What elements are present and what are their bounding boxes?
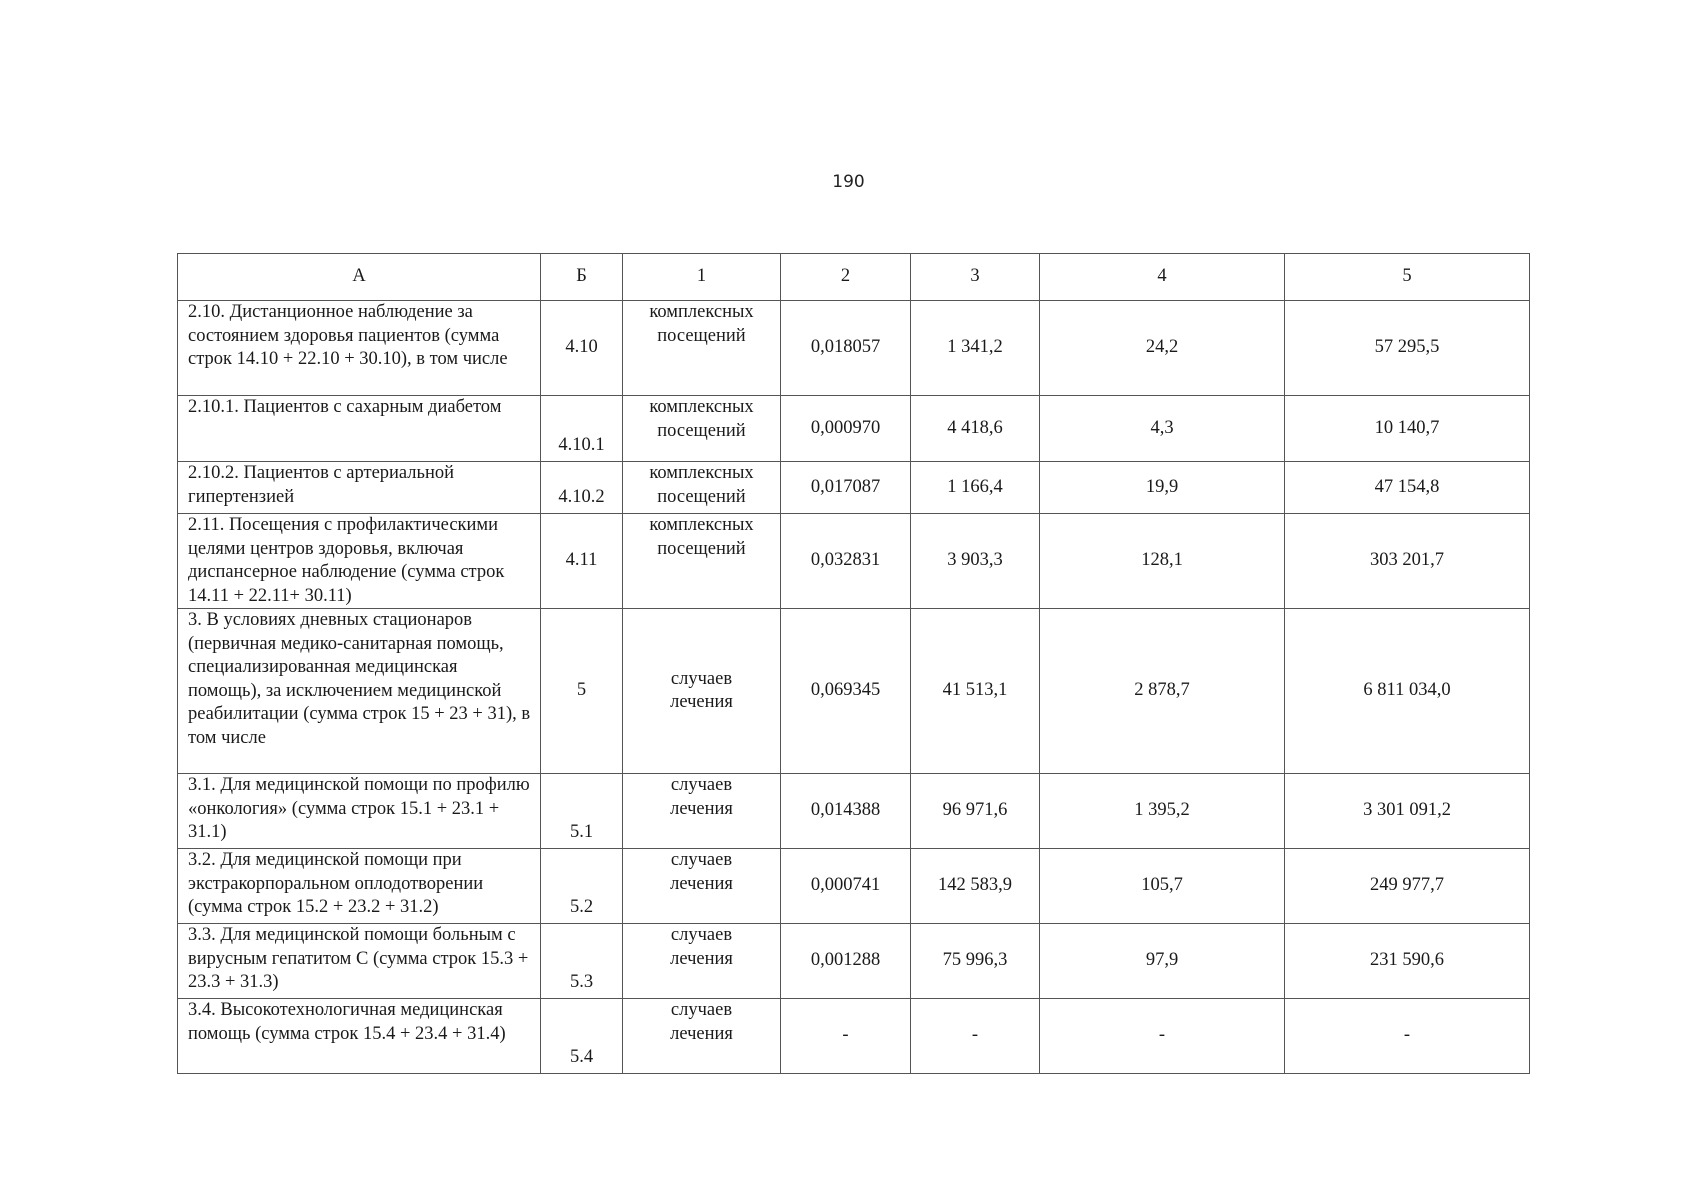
unit-line: случаев xyxy=(670,668,733,689)
row-value-4: 1 395,2 xyxy=(1040,774,1285,849)
table-row xyxy=(178,924,1530,999)
row-unit xyxy=(623,462,781,514)
table-row xyxy=(178,849,1530,924)
row-value-4: 4,3 xyxy=(1040,396,1285,462)
row-value-2: 0,069345 xyxy=(781,609,911,774)
unit-line: случаев xyxy=(670,775,733,795)
row-value-4: 105,7 xyxy=(1040,849,1285,924)
row-code: 4.10.2 xyxy=(541,462,623,514)
row-value-5: 231 590,6 xyxy=(1285,924,1530,999)
table-row xyxy=(178,396,1530,462)
unit-line: посещений xyxy=(657,486,746,507)
row-code: 5 xyxy=(541,609,623,774)
unit-line: комплексных xyxy=(649,302,754,322)
table-row xyxy=(178,609,1530,774)
row-value-5: 6 811 034,0 xyxy=(1285,609,1530,774)
row-code: 5.4 xyxy=(541,999,623,1074)
unit-line: комплексных xyxy=(649,515,754,535)
row-unit xyxy=(623,301,781,396)
row-unit xyxy=(623,849,781,924)
header-row xyxy=(178,254,1530,301)
row-unit xyxy=(623,924,781,999)
row-description: 2.10. Дистанционное наблюдение за состоянием здоровья пациентов (сумма строк 14.10 + 22.10 + 30.10), в том числе xyxy=(178,301,541,396)
row-code: 4.10.1 xyxy=(541,396,623,462)
row-code: 5.3 xyxy=(541,924,623,999)
row-code: 4.11 xyxy=(541,514,623,609)
row-value-5: 57 295,5 xyxy=(1285,301,1530,396)
header-cell-a: А xyxy=(178,254,541,301)
row-value-4: - xyxy=(1040,999,1285,1074)
row-description: 2.11. Посещения с профилактическими целями центров здоровья, включая диспансерное наблюдение (сумма строк 14.11 + 22.11+ 30.11) xyxy=(178,514,541,609)
row-value-4: 97,9 xyxy=(1040,924,1285,999)
unit-line: лечения xyxy=(670,798,733,819)
unit-line: случаев xyxy=(670,850,733,870)
row-value-5: 47 154,8 xyxy=(1285,462,1530,514)
page-number: 190 xyxy=(832,172,865,192)
row-description: 2.10.2. Пациентов с артериальной гипертензией xyxy=(178,462,541,514)
header-cell-2: 2 xyxy=(781,254,911,301)
header-cell-4: 4 xyxy=(1040,254,1285,301)
row-value-5: 10 140,7 xyxy=(1285,396,1530,462)
unit-line: посещений xyxy=(657,538,746,559)
unit-line: лечения xyxy=(670,948,733,969)
header-cell-3: 3 xyxy=(911,254,1040,301)
row-description: 3. В условиях дневных стационаров (первичная медико-санитарная помощь, специализированная медицинская помощь), за исключением медицинской реабилитации (сумма строк 15 + 23 + 31), в том числе xyxy=(178,609,541,774)
unit-line: лечения xyxy=(670,692,733,712)
row-value-3: 41 513,1 xyxy=(911,609,1040,774)
row-value-3: - xyxy=(911,999,1040,1074)
row-value-4: 2 878,7 xyxy=(1040,609,1285,774)
unit-line: посещений xyxy=(657,420,746,441)
row-value-3: 142 583,9 xyxy=(911,849,1040,924)
unit-line: случаев xyxy=(670,925,733,945)
row-value-3: 1 166,4 xyxy=(911,462,1040,514)
row-value-4: 128,1 xyxy=(1040,514,1285,609)
row-value-3: 1 341,2 xyxy=(911,301,1040,396)
row-code: 5.1 xyxy=(541,774,623,849)
table-row xyxy=(178,462,1530,514)
row-description: 3.2. Для медицинской помощи при экстракорпоральном оплодотворении (сумма строк 15.2 + 23.2 + 31.2) xyxy=(178,849,541,924)
row-value-3: 75 996,3 xyxy=(911,924,1040,999)
row-value-4: 19,9 xyxy=(1040,462,1285,514)
unit-line: лечения xyxy=(670,873,733,894)
row-value-2: 0,000741 xyxy=(781,849,911,924)
row-value-3: 4 418,6 xyxy=(911,396,1040,462)
table-row xyxy=(178,301,1530,396)
row-code: 4.10 xyxy=(541,301,623,396)
row-value-2: 0,018057 xyxy=(781,301,911,396)
row-value-3: 96 971,6 xyxy=(911,774,1040,849)
row-description: 3.4. Высокотехнологичная медицинская помощь (сумма строк 15.4 + 23.4 + 31.4) xyxy=(178,999,541,1074)
row-value-2: - xyxy=(781,999,911,1074)
row-value-5: 303 201,7 xyxy=(1285,514,1530,609)
header-cell-1: 1 xyxy=(623,254,781,301)
data-table xyxy=(177,253,1530,1074)
table-row xyxy=(178,514,1530,609)
row-description: 2.10.1. Пациентов с сахарным диабетом xyxy=(178,396,541,462)
table-row xyxy=(178,999,1530,1074)
row-value-2: 0,000970 xyxy=(781,396,911,462)
row-value-2: 0,032831 xyxy=(781,514,911,609)
row-value-5: 3 301 091,2 xyxy=(1285,774,1530,849)
row-value-2: 0,014388 xyxy=(781,774,911,849)
table-row xyxy=(178,774,1530,849)
header-cell-b: Б xyxy=(541,254,623,301)
row-unit xyxy=(623,609,781,774)
row-unit xyxy=(623,514,781,609)
row-value-2: 0,017087 xyxy=(781,462,911,514)
row-value-5: 249 977,7 xyxy=(1285,849,1530,924)
unit-line: случаев xyxy=(670,1000,733,1020)
unit-line: лечения xyxy=(670,1023,733,1044)
row-code: 5.2 xyxy=(541,849,623,924)
row-value-2: 0,001288 xyxy=(781,924,911,999)
row-description: 3.1. Для медицинской помощи по профилю «онкология» (сумма строк 15.1 + 23.1 + 31.1) xyxy=(178,774,541,849)
row-value-5: - xyxy=(1285,999,1530,1074)
row-unit xyxy=(623,774,781,849)
row-value-4: 24,2 xyxy=(1040,301,1285,396)
unit-line: комплексных xyxy=(649,463,754,483)
row-description: 3.3. Для медицинской помощи больным с вирусным гепатитом С (сумма строк 15.3 + 23.3 + 31.3) xyxy=(178,924,541,999)
row-unit xyxy=(623,999,781,1074)
unit-line: посещений xyxy=(657,325,746,346)
header-cell-5: 5 xyxy=(1285,254,1530,301)
row-value-3: 3 903,3 xyxy=(911,514,1040,609)
unit-line: комплексных xyxy=(649,397,754,417)
row-unit xyxy=(623,396,781,462)
